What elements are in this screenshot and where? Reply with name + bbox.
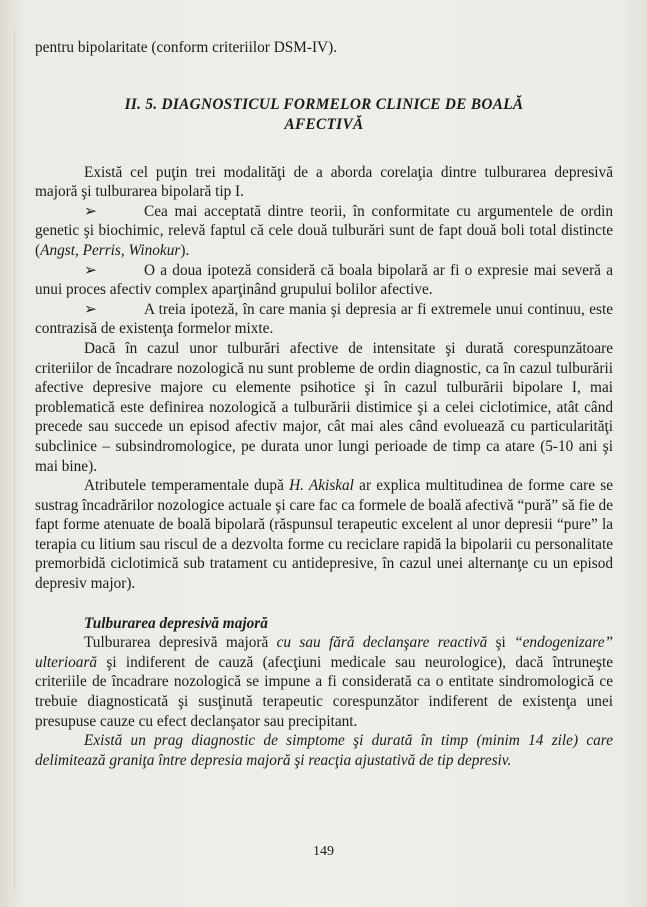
intro-line: pentru bipolaritate (conform criteriilor DSM-IV). — [35, 39, 338, 56]
arrow-bullet-icon: ➢ — [84, 261, 97, 279]
bullet-item-2 — [35, 261, 613, 300]
paragraph-3-author: H. Akiskal — [289, 477, 354, 495]
paragraph-3-rest: ar explica multitudinea de forme care se sustrag încadrărilor nozologice actuale şi care fac ca formele de boală afectivă “pură” să fie de fapt forme atenuate de boală bipolară (răspunsul terapeutic excelent al unor depresii “pure” la terapia cu litium sau riscul de a dezvolta forme cu reciclare rapidă la bipolarii cu personalitate premorbidă ciclotimică sub tratament cu antidepresive, în cazul unei alternanţe cu un episod depresiv major). — [35, 477, 613, 593]
section-heading-line1: II. 5. DIAGNOSTICUL FORMELOR CLINICE DE BOALĂ — [124, 95, 524, 113]
section-heading-line2: AFECTIVĂ — [284, 115, 364, 133]
paragraph-3-start: Atributele temperamentale după — [84, 477, 290, 495]
paragraph-4 — [35, 633, 613, 731]
bullet-1-text-end: ). — [180, 241, 190, 259]
bullet-1-authors: Angst, Perris, Winokur — [40, 241, 181, 259]
section-heading — [35, 95, 613, 135]
arrow-bullet-icon: ➢ — [84, 300, 97, 318]
subsection-heading: Tulburarea depresivă majoră — [84, 614, 268, 632]
bullet-2-text: O a doua ipoteză consideră că boala bipolară ar fi o expresie mai severă a unui proces afectiv complex aparţinând grupului bolilor afective. — [35, 261, 613, 299]
paragraph-4-rest: şi indiferent de cauză (afecţiuni medicale sau neurologice), dacă întruneşte criteriile de încadrare nozologică se impune a fi considerată ca o entitate sindromologică ce trebuie diagnosticată şi susţinută terapeutic corespunzător indiferent de existenţa unei presupuse cauze cu efect declanşator sau precipitant. — [35, 653, 613, 730]
paragraph-1: Există cel puţin trei modalităţi de a aborda corelaţia dintre tulburarea depresivă majoră şi tulburarea bipolară tip I. — [35, 163, 613, 201]
bullet-item-1 — [35, 202, 613, 261]
paragraph-5: Există un prag diagnostic de simptome şi durată în timp (minim 14 zile) care delimitează graniţa între depresia majoră şi reacţia ajustativă de tip depresiv. — [35, 732, 613, 769]
paragraph-4-italic-2: “endogenizare” ulterioară — [35, 634, 613, 671]
paragraph-4-start: Tulburarea depresivă majoră — [84, 634, 277, 652]
paragraph-2: Dacă în cazul unor tulburări afective de intensitate şi durată corespunzătoare criteriilor de încadrare nozologică nu sunt probleme de ordin diagnostic, ca în cazul tulburării afective depresive majore cu elemente psihotice şi în cazul tulburării bipolare I, mai problematică este definirea nozologică a tulburării distimice şi a celei ciclotimice, atât când precede sau succede un episod afectiv major, cât mai ales când evoluează cu particularităţi subclinice – subsindromologice, pe durata unor lungi perioade de timp ca atare (5-10 ani şi mai bine). — [35, 339, 613, 475]
bullet-1-text: Cea mai acceptată dintre teorii, în conformitate cu argumentele de ordin genetic şi biochimic, relevă faptul că cele două tulburări sunt de fapt două boli total distincte ( — [35, 202, 613, 259]
page-content — [35, 38, 613, 770]
page-number: 149 — [313, 844, 334, 859]
bullet-item-3 — [35, 300, 613, 339]
paragraph-3 — [35, 476, 613, 594]
arrow-bullet-icon: ➢ — [84, 202, 97, 220]
page-fold-shadow — [14, 30, 29, 890]
paragraph-4-italic-1: cu sau fără declanşare reactivă — [276, 634, 488, 652]
paragraph-4-conj: şi — [487, 634, 515, 652]
bullet-3-text: A treia ipoteză, în care mania şi depresia ar fi extremele unui continuu, este contrazisă de existenţa formelor mixte. — [35, 300, 613, 338]
